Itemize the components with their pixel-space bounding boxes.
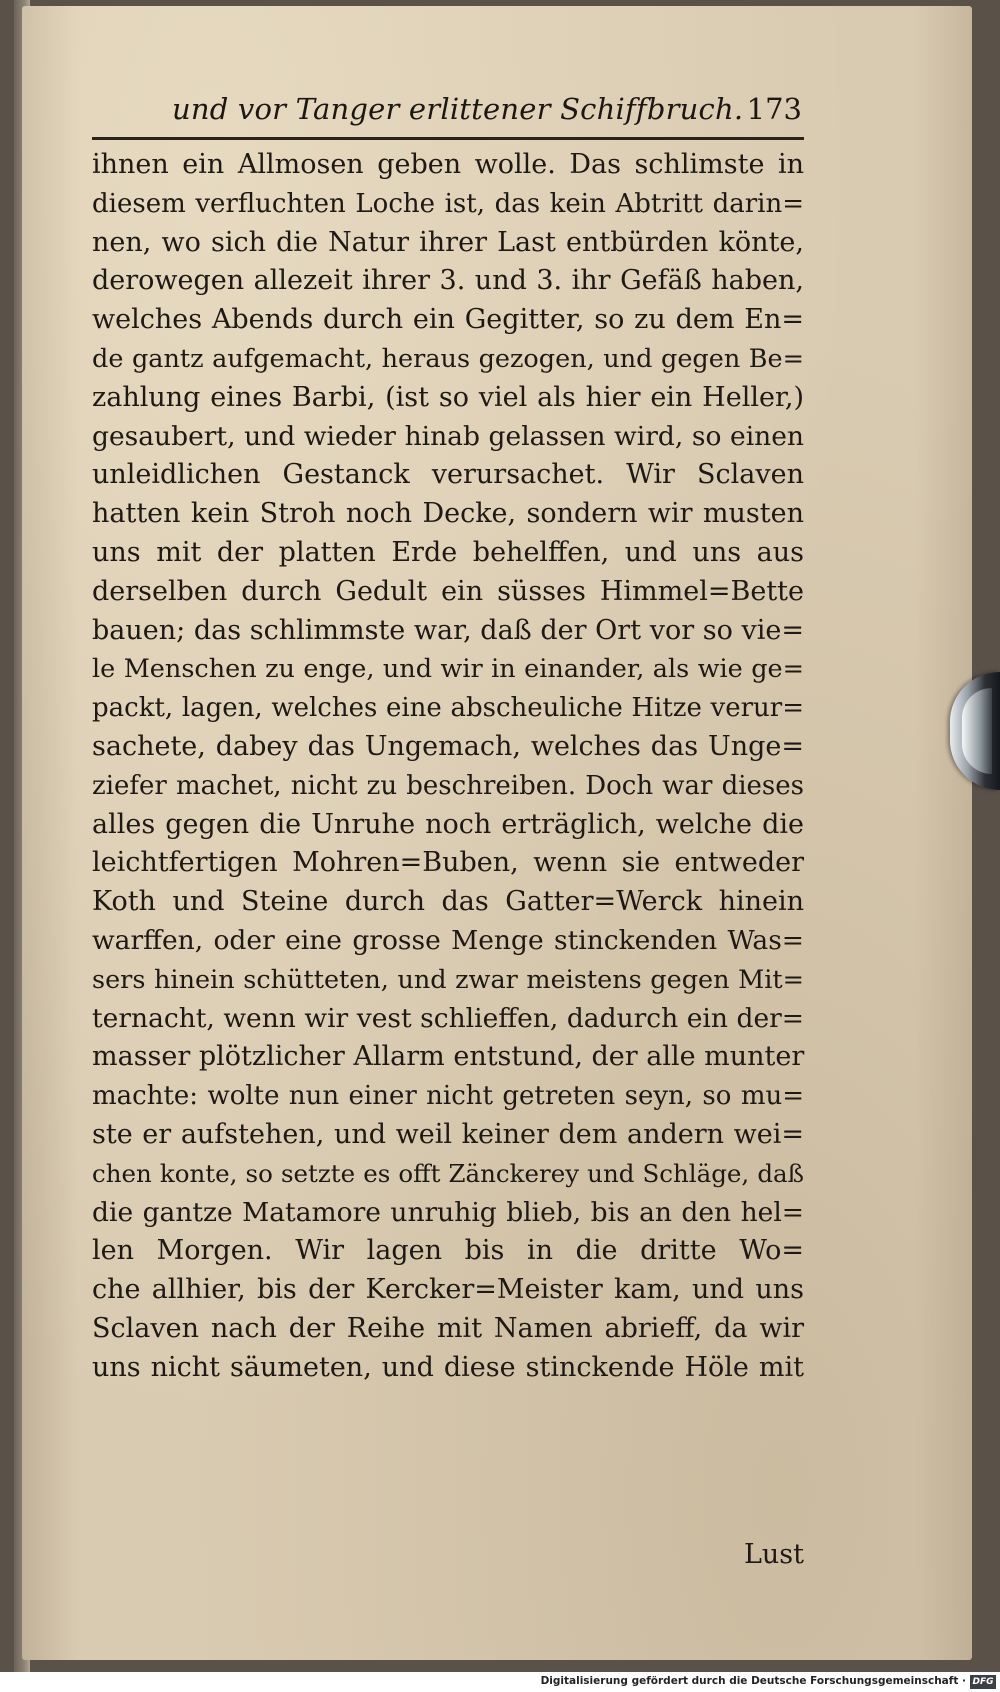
text-line: diesem verfluchten Loche ist, das kein Abtritt darin= [92,188,804,219]
running-title: und vor Tanger erlittener Schiffbruch. [172,92,744,126]
text-line: len Morgen. Wir lagen bis in die dritte Wo= [92,1235,804,1267]
text-line: machte: wolte nun einer nicht getreten seyn, so mu= [92,1081,804,1112]
header-rule [92,137,804,140]
text-line: le Menschen zu enge, und wir in einander, als wie ge= [92,654,804,685]
text-line: warffen, oder eine grosse Menge stinckenden Was= [92,924,804,956]
text-line: ternacht, wenn wir vest schlieffen, dadurch ein der= [92,1002,804,1034]
page-header [172,92,802,132]
text-line: leichtfertigen Mohren=Buben, wenn sie entweder [92,847,804,879]
text-line: ziefer machet, nicht zu beschreiben. Doch war dieses [92,770,804,801]
text-line: ste er aufstehen, und weil keiner dem andern wei= [92,1118,804,1150]
text-line: Sclaven nach der Reihe mit Namen abrieff, da wir [92,1312,804,1344]
funding-credit: Digitalisierung gefördert durch die Deutsche Forschungsgemeinschaft · [540,1675,966,1687]
book-page [22,6,972,1660]
text-line: nen, wo sich die Natur ihrer Last entbürden könte, [92,226,804,258]
text-line: unleidlichen Gestanck verursachet. Wir Sclaven [92,459,804,491]
text-line: derowegen allezeit ihrer 3. und 3. ihr Gefäß haben, [92,265,804,297]
footer-bar [0,1672,1000,1692]
text-line: chen konte, so setzte es offt Zänckerey und Schläge, daß [92,1158,804,1188]
text-line: che allhier, bis der Kercker=Meister kam, und uns [92,1274,804,1306]
text-line: alles gegen die Unruhe noch erträglich, welche die [92,808,804,840]
text-line: de gantz aufgemacht, heraus gezogen, und gegen Be= [92,343,804,374]
text-line: welches Abends durch ein Gegitter, so zu dem En= [92,304,804,336]
catchword: Lust [743,1539,804,1570]
text-line: sachete, dabey das Ungemach, welches das Unge= [92,730,804,762]
text-line: uns nicht säumeten, und diese stinckende Höle mit [92,1351,804,1383]
text-line: derselben durch Gedult ein süsses Himmel=Bette [92,575,804,607]
body-text [92,146,805,1570]
text-line: uns mit der platten Erde behelffen, und uns aus [92,536,804,568]
text-line: zahlung eines Barbi, (ist so viel als hier ein Heller,) [92,381,804,413]
book-clamp-highlight [962,688,992,774]
text-line: hatten kein Stroh noch Decke, sondern wir musten [92,498,804,530]
text-line: masser plötzlicher Allarm entstund, der alle munter [92,1041,805,1073]
text-line: bauen; das schlimmste war, daß der Ort vor so vie= [92,614,804,646]
dfg-logo: DFG [970,1675,996,1689]
text-line: Koth und Steine durch das Gatter=Werck hinein [92,886,804,918]
page-number: 173 [746,92,802,126]
text-line: packt, lagen, welches eine abscheuliche Hitze verur= [92,693,804,724]
text-line: gesaubert, und wieder hinab gelassen wird, so einen [92,420,804,452]
text-line: die gantze Matamore unruhig blieb, bis an den hel= [92,1196,804,1228]
text-line: ihnen ein Allmosen geben wolle. Das schlimste in [92,149,804,180]
text-line: sers hinein schütteten, und zwar meistens gegen Mit= [92,964,804,995]
